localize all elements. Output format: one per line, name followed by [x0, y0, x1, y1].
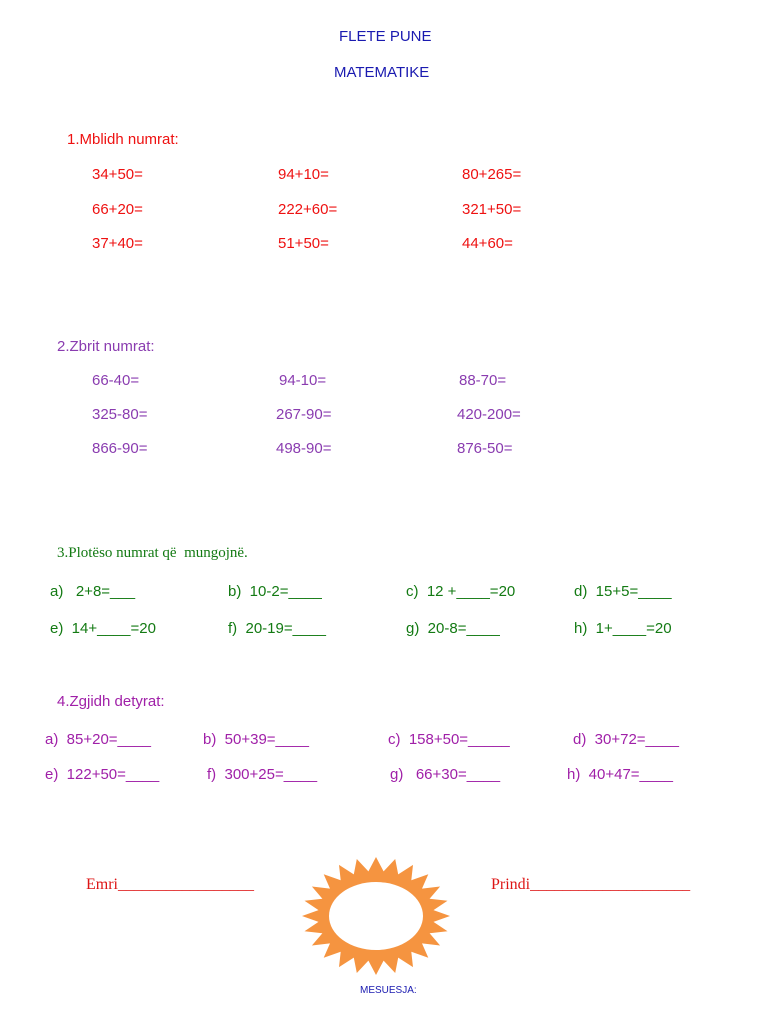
section-1-heading: 1.Mblidh numrat:: [67, 131, 179, 148]
exercise-item: 66-40=: [92, 372, 140, 389]
exercise-item: 222+60=: [278, 201, 338, 218]
exercise-item: e) 14+____=20: [50, 620, 156, 637]
exercise-item: c) 12 +____=20: [406, 583, 516, 600]
exercise-item: 420-200=: [457, 406, 521, 423]
exercise-item: 37+40=: [92, 235, 143, 252]
teacher-label: MESUESJA:: [360, 985, 417, 996]
page-subtitle: MATEMATIKE: [334, 64, 430, 81]
exercise-item: a) 85+20=____: [45, 731, 151, 748]
section-3-heading: 3.Plotëso numrat që mungojnë.: [57, 545, 248, 561]
exercise-item: 44+60=: [462, 235, 513, 252]
exercise-item: 80+265=: [462, 166, 522, 183]
exercise-item: 34+50=: [92, 166, 143, 183]
exercise-item: e) 122+50=____: [45, 766, 160, 783]
exercise-item: 267-90=: [276, 406, 332, 423]
exercise-item: f) 300+25=____: [207, 766, 318, 783]
section-4-heading: 4.Zgjidh detyrat:: [57, 693, 165, 710]
sun-burst-center: [329, 882, 423, 950]
exercise-item: c) 158+50=_____: [388, 731, 510, 748]
parent-signature-field[interactable]: Prindi____________________: [491, 876, 691, 893]
exercise-item: 94-10=: [279, 372, 327, 389]
page-title: FLETE PUNE: [339, 28, 432, 45]
student-name-field[interactable]: Emri_________________: [86, 876, 254, 893]
exercise-item: f) 20-19=____: [228, 620, 326, 637]
exercise-item: 866-90=: [92, 440, 148, 457]
exercise-item: a) 2+8=___: [50, 583, 136, 600]
exercise-item: 321+50=: [462, 201, 522, 218]
sun-burst-icon: [300, 855, 452, 977]
exercise-item: 498-90=: [276, 440, 332, 457]
exercise-item: h) 40+47=____: [567, 766, 673, 783]
exercise-item: g) 66+30=____: [390, 766, 501, 783]
exercise-item: 66+20=: [92, 201, 143, 218]
exercise-item: d) 15+5=____: [574, 583, 672, 600]
exercise-item: 94+10=: [278, 166, 329, 183]
exercise-item: g) 20-8=____: [406, 620, 500, 637]
section-2-heading: 2.Zbrit numrat:: [57, 338, 155, 355]
exercise-item: b) 50+39=____: [203, 731, 309, 748]
exercise-item: b) 10-2=____: [228, 583, 322, 600]
exercise-item: 876-50=: [457, 440, 513, 457]
exercise-item: 88-70=: [459, 372, 507, 389]
exercise-item: d) 30+72=____: [573, 731, 679, 748]
exercise-item: 51+50=: [278, 235, 329, 252]
exercise-item: 325-80=: [92, 406, 148, 423]
exercise-item: h) 1+____=20: [574, 620, 672, 637]
